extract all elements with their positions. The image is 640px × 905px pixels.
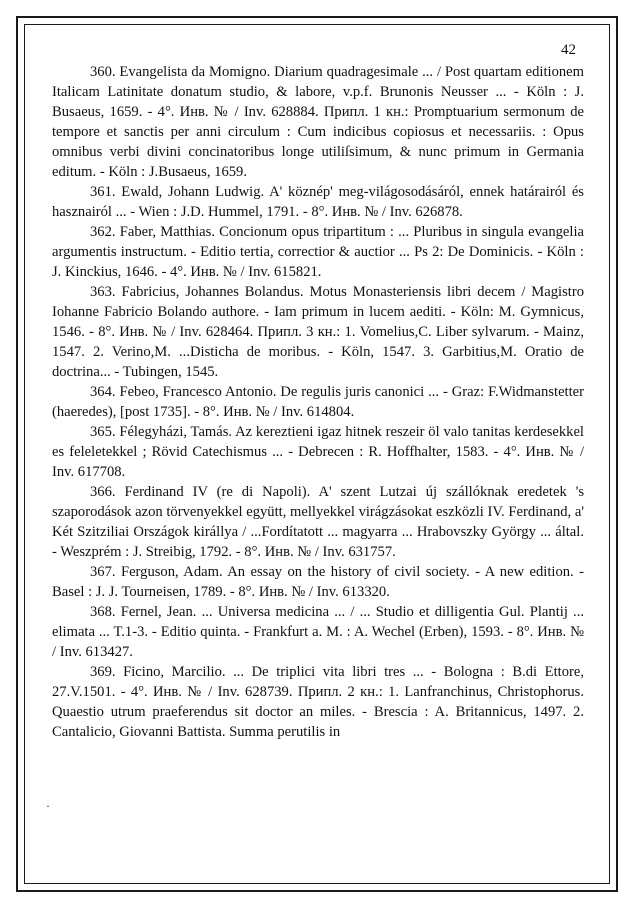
catalog-entry-363: 363. Fabricius, Johannes Bolandus. Motus Monasteriensis libri decem / Magistro Iohanne Fabricio Bolando authore. - Iam primum in lucem aediti. - Köln: M. Gymnicus, 1546. - 8°. Инв. № / Inv. 628464. Припл. 3 кн.: 1. Vomelius,C. Liber sylvarum. - Mainz, 1547. 2. Verino,M. ...Disticha de moribus. - Köln, 1547. 3. Garbitius,M. Oratio de doctrina... - Tubingen, 1545.	[52, 284, 584, 380]
catalog-entry-360: 360. Evangelista da Momigno. Diarium quadragesimale ... / Post quartam editionem Italicam Latinitate donatum studio, & labore, v.p.f. Brunonis Neusser ... - Köln : J. Busaeus, 1659. - 4°. Инв. № / Inv. 628884. Припл. 1 кн.: Promptuarium sermonum de tempore et sanctis per anni circulum : Cum indicibus copiosus et necessariis. : Opus omnibus verbi divini concinatoribus longe utiliſsimum, & nunc primum in Germania editum. - Köln : J.Busaeus, 1659.	[52, 64, 584, 180]
stray-mark: ·	[46, 799, 50, 813]
catalog-entry-369: 369. Ficino, Marcilio. ... De triplici vita libri tres ... - Bologna : B.di Ettore, 27.V.1501. - 4°. Инв. № / Inv. 628739. Припл. 2 кн.: 1. Lanfranchinus, Christophorus. Quaestio utrum praeferendus sit doctor an miles. - Brescia : A. Britannicus, 1497. 2. Cantalicio, Giovanni Battista. Summa perutilis in	[52, 664, 584, 740]
page-number: 42	[561, 42, 576, 58]
catalog-entry-364: 364. Febeo, Francesco Antonio. De regulis juris canonici ... - Graz: F.Widmanstetter (haeredes), [post 1735]. - 8°. Инв. № / Inv. 614804.	[52, 384, 584, 420]
catalog-entry-366: 366. Ferdinand IV (re di Napoli). A' szent Lutzai új szállóknak eredetek 's szaporodások azon törvenyekkel együtt, mellyekkel virágzásokat eszközli IV. Ferdinand, a' Két Szitziliai Országok királlya / ...Fordítatott ... magyarra ... Hrabovszky György ... által. - Weszprém : J. Streibig, 1792. - 8°. Инв. № / Inv. 631757.	[52, 484, 584, 560]
catalog-entry-361: 361. Ewald, Johann Ludwig. A' köznép' meg-világosodásáról, ennek határairól és hasznairól ... - Wien : J.D. Hummel, 1791. - 8°. Инв. № / Inv. 626878.	[52, 184, 584, 220]
catalog-entry-368: 368. Fernel, Jean. ... Universa medicina ... / ... Studio et dilligentia Gul. Plantij ... elimata ... T.1-3. - Editio quinta. - Frankfurt a. M. : A. Wechel (Erben), 1593. - 8°. Инв. № / Inv. 613427.	[52, 604, 584, 660]
catalog-entry-367: 367. Ferguson, Adam. An essay on the history of civil society. - A new edition. - Basel : J. J. Tourneisen, 1789. - 8°. Инв. № / Inv. 613320.	[52, 564, 584, 600]
catalog-entry-362: 362. Faber, Matthias. Concionum opus tripartitum : ... Pluribus in singula evangelia argumentis instructum. - Editio tertia, correctior & auctior ... Ps 2: De Dominicis. - Köln : J. Kinckius, 1646. - 4°. Инв. № / Inv. 615821.	[52, 224, 584, 280]
catalog-entry-365: 365. Félegyházi, Tamás. Az kereztieni igaz hitnek reszeir öl valo tanitas kerdesekkel es feleletekkel ; Rövid Catechismus ... - Debrecen : R. Hoffhalter, 1583. - 4°. Инв. № / Inv. 617708.	[52, 424, 584, 480]
catalog-entries	[52, 62, 584, 742]
